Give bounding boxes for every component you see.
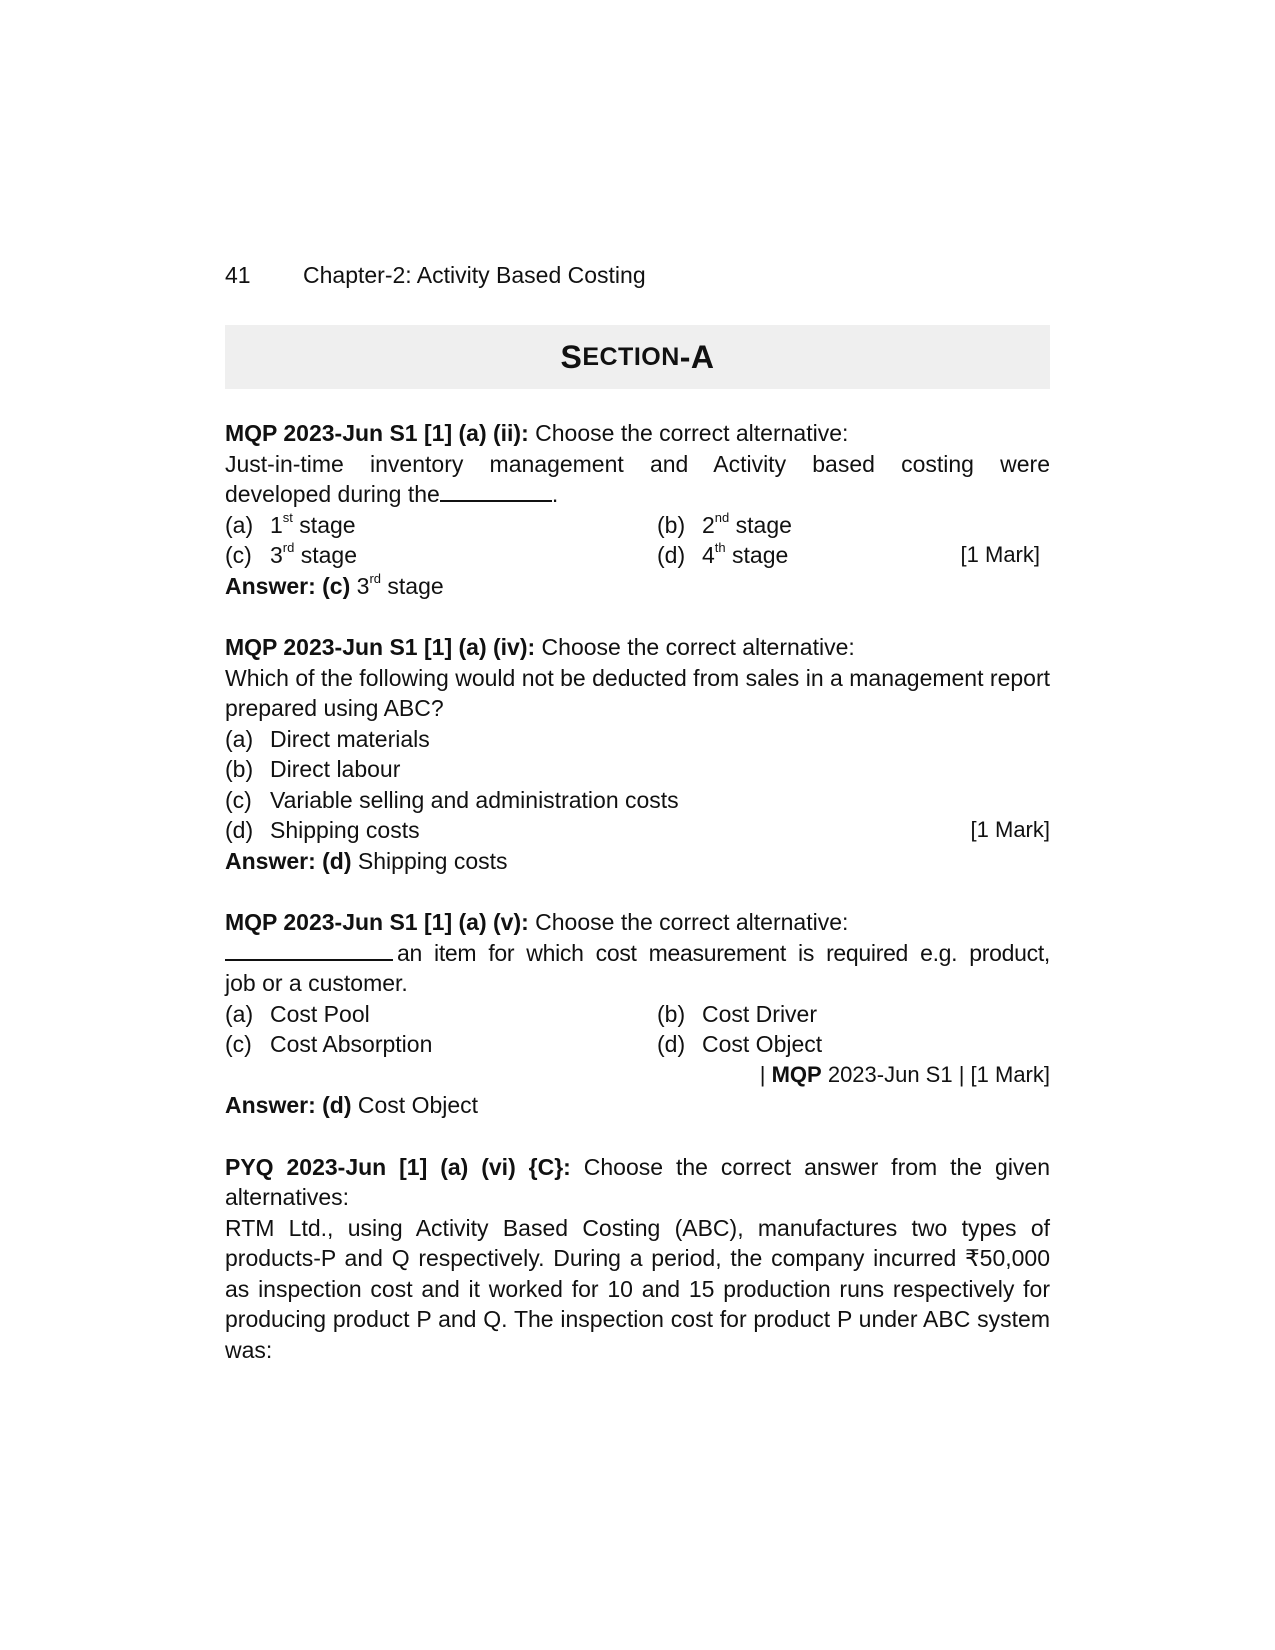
marks-label: [1 Mark] [960,542,1040,567]
question-body-line2: job or a customer. [225,970,408,996]
question-ref: PYQ 2023-Jun [1] (a) (vi) {C}: [225,1153,571,1180]
question-1 [225,418,1050,601]
question-ref: MQP 2023-Jun S1 [1] (a) (ii): [225,420,529,446]
question-2 [225,632,1050,876]
section-heading-cap: S [560,338,583,375]
section-heading-smallcaps: ECTION [582,342,680,371]
options-row [225,999,1050,1030]
option-a: (a) Direct materials [225,725,430,752]
question-instruction: Choose the correct alternative: [535,909,849,935]
option-d: (d) 4th stage [1 Mark] [657,540,1050,571]
question-body-line2: developed during the . [225,481,559,507]
page-number: 41 [225,262,251,288]
option-a: (a) Cost Pool [225,1000,370,1027]
options-row [225,510,1050,541]
marks-label: [1 Mark] [970,817,1050,842]
option-a: (a) 1st stage [225,509,356,538]
options-row [225,1029,1050,1060]
question-header [225,632,1050,663]
fill-blank [440,482,552,502]
question-ref: MQP 2023-Jun S1 [1] (a) (iv): [225,634,536,660]
source-marks: | MQP 2023-Jun S1 | [1 Mark] [759,1061,1050,1087]
chapter-title: Chapter-2: Activity Based Costing [303,262,646,288]
option-c: (c) Cost Absorption [225,1031,433,1057]
section-heading [225,325,1050,389]
option-b: (b) Direct labour [225,756,401,782]
question-body-line1: Just-in-time inventory management and Activity based costing were [225,450,1050,477]
page-header [225,262,646,289]
question-body: RTM Ltd., using Activity Based Costing (ABC), manufactures two types of products-P and Q respectively. During a period, the company incurred ₹50,000 as inspection cost and it worked for 10 and 15 production runs respectively for producing product P and Q. The inspection cost for product P under ABC system was: [225,1214,1050,1363]
fill-blank [225,941,393,961]
option-b: (b) Cost Driver [657,1000,818,1027]
question-header [225,907,1050,938]
options-row [225,540,1050,571]
option-c: (c) Variable selling and administration costs [225,786,679,813]
option-c: (c) 3rd stage [225,540,358,568]
question-instruction: Choose the correct answer from the given alternatives: [225,1153,1051,1210]
questions-list [225,418,1050,1396]
answer: Answer: (d) Cost Object [225,1092,479,1118]
question-ref: MQP 2023-Jun S1 [1] (a) (v): [225,909,529,935]
question-body-line1: an item for which cost measurement is required e.g. product, [225,938,1050,969]
question-body: Which of the following would not be deducted from sales in a management report prepared using ABC? [225,664,1050,721]
option-b: (b) 2nd stage [657,509,792,538]
answer: Answer: (c) 3rd stage [225,570,444,599]
option-d: (d) Shipping costs [1 Mark] [225,815,1050,846]
question-header [225,418,1050,449]
question-instruction: Choose the correct alternative: [535,420,849,446]
question-3 [225,907,1050,1121]
answer: Answer: (d) Shipping costs [225,847,508,874]
question-4 [225,1152,1050,1366]
question-header [225,1152,1050,1213]
question-instruction: Choose the correct alternative: [541,634,855,660]
section-heading-suffix: -A [679,338,715,375]
option-d: (d) Cost Object [657,1031,823,1057]
